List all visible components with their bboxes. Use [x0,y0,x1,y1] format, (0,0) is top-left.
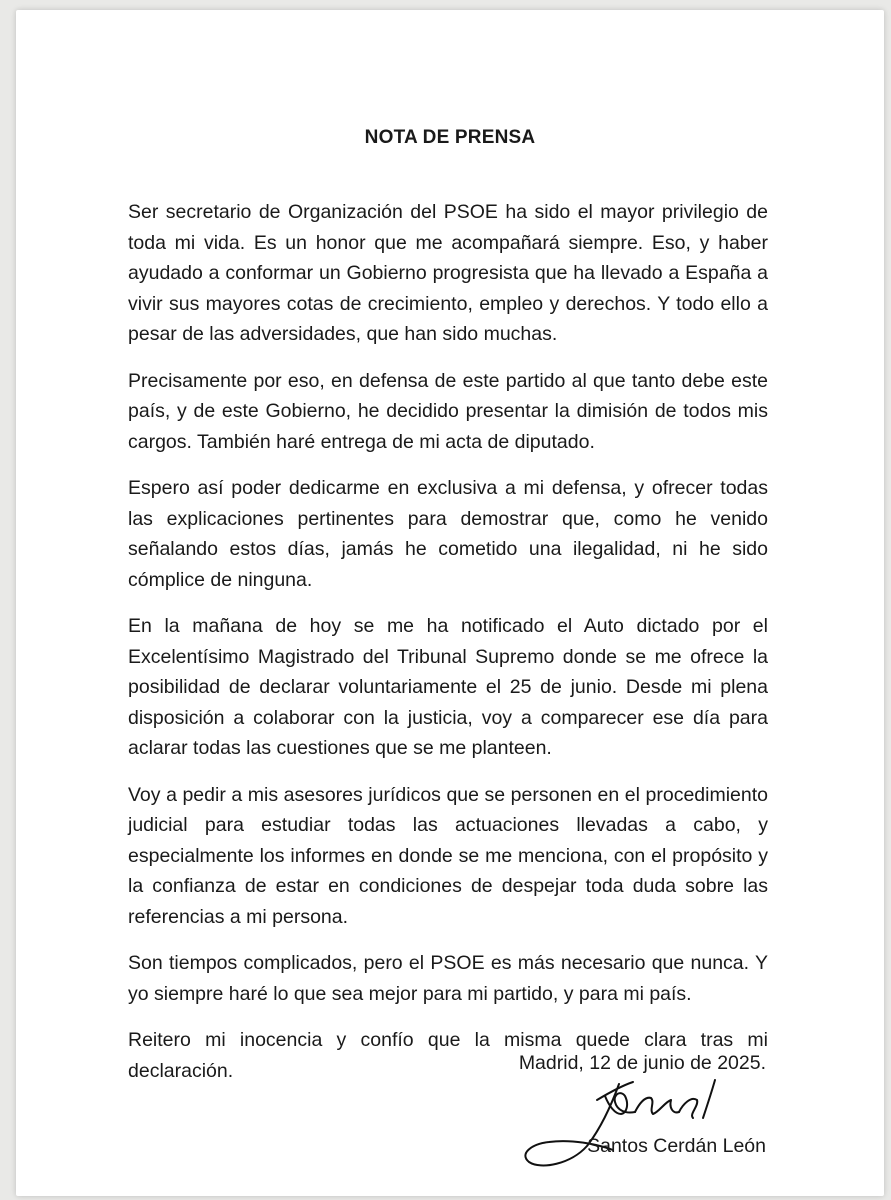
paragraph-1: Ser secretario de Organización del PSOE ha sido el mayor privilegio de toda mi vida. Es un honor que me acompañará siempre. Eso, y haber ayudado a conformar un Gobierno progresista que ha llevado a España a vivir sus mayores cotas de crecimiento, empleo y derechos. Y todo ello a pesar de las adversidades, que han sido muchas. [128,201,768,345]
paragraph-4: En la mañana de hoy se me ha notificado el Auto dictado por el Excelentísimo Magistrado del Tribunal Supremo donde se me ofrece la posibilidad de declarar voluntariamente el 25 de junio. Desde mi plena disposición a colaborar con la justicia, voy a comparecer ese día para aclarar todas las cuestiones que se me planteen. [128,615,768,759]
paragraph-2: Precisamente por eso, en defensa de este partido al que tanto debe este país, y de este Gobierno, he decidido presentar la dimisión de todos mis cargos. También haré entrega de mi acta de diputado. [128,369,768,453]
document-body [128,197,768,1102]
document-page [16,10,884,1196]
document-title: NOTA DE PRENSA [364,127,536,148]
paragraph-3: Espero así poder dedicarme en exclusiva a mi defensa, y ofrecer todas las explicaciones pertinentes para demostrar que, como he venido señalando estos días, jamás he cometido una ilegalidad, ni he sido cómplice de ninguna. [128,477,768,591]
signer-name: Santos Cerdán León [587,1135,766,1157]
place-date: Madrid, 12 de junio de 2025. [518,1052,766,1074]
paragraph-6: Son tiempos complicados, pero el PSOE es más necesario que nunca. Y yo siempre haré lo que sea mejor para mi partido, y para mi país. [128,952,768,1005]
paragraph-7: Reitero mi inocencia y confío que la misma quede clara tras mi declaración. [128,1029,768,1082]
paragraph-5: Voy a pedir a mis asesores jurídicos que se personen en el procedimiento judicial para estudiar todas las actuaciones llevadas a cabo, y especialmente los informes en donde se me menciona, con el propósito y la confianza de estar en condiciones de despejar toda duda sobre las referencias a mi persona. [128,783,768,928]
